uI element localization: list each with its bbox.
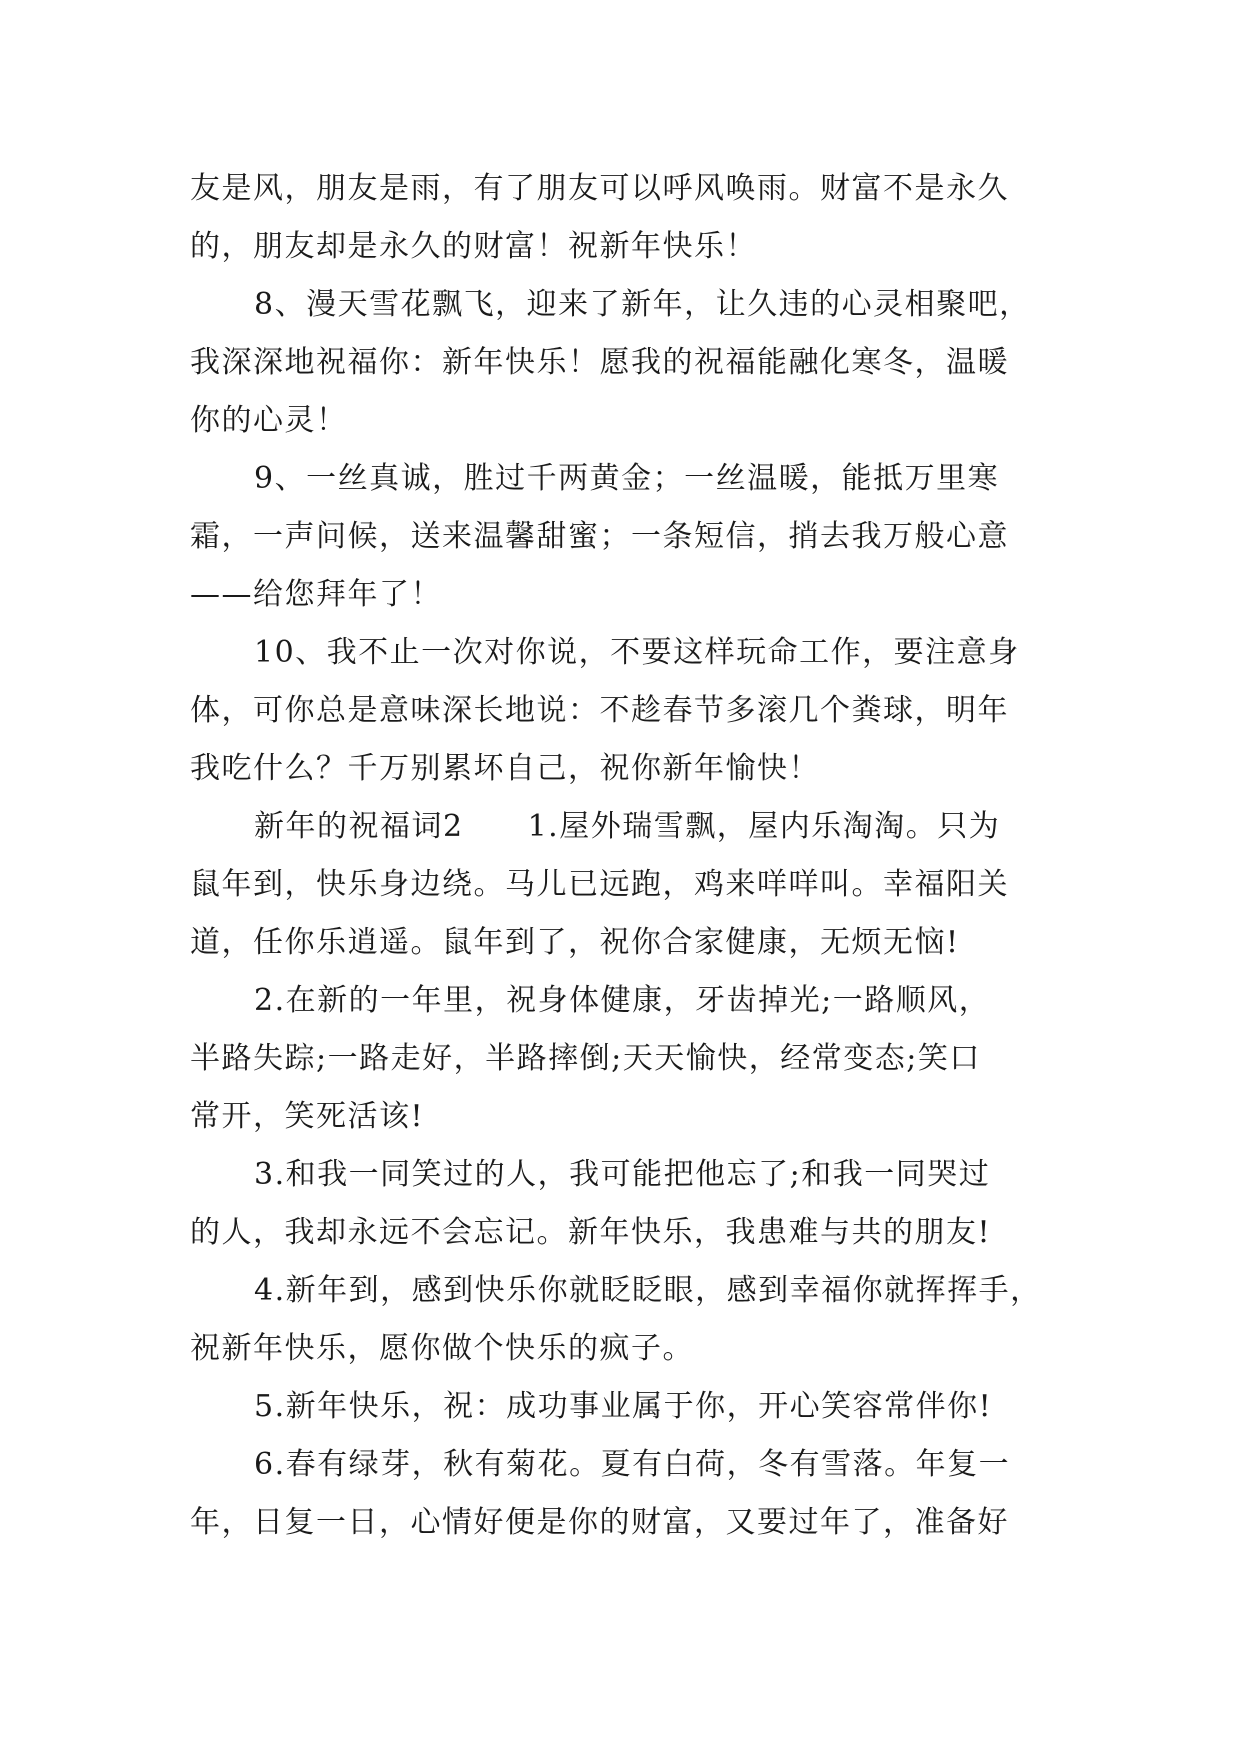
paragraph-item-6: [190, 1436, 1050, 1552]
text-line: 年，日复一日，心情好便是你的财富，又要过年了，准备好: [190, 1505, 1009, 1540]
paragraph-item-2: [190, 972, 1050, 1146]
text-line: 霜，一声问候，送来温馨甜蜜；一条短信，捎去我万般心意: [190, 519, 1009, 554]
section-heading: 新年的祝福词2: [254, 809, 464, 844]
document-body: [190, 160, 1050, 1552]
text-line: 体，可你总是意味深长地说：不趁春节多滚几个粪球，明年: [190, 693, 1009, 728]
text-line: 6.春有绿芽，秋有菊花。夏有白荷，冬有雪落。年复一: [254, 1447, 1011, 1482]
text-line: 半路失踪;一路走好，半路摔倒;天天愉快，经常变态;笑口: [190, 1041, 981, 1076]
paragraph-item-10: [190, 624, 1050, 798]
text-line: 祝新年快乐，愿你做个快乐的疯子。: [190, 1331, 694, 1366]
paragraph-item-8: [190, 276, 1050, 450]
text-line: 道，任你乐逍遥。鼠年到了，祝你合家健康，无烦无恼!: [190, 925, 960, 960]
paragraph: [190, 160, 1050, 276]
text-line: 我深深地祝福你：新年快乐！愿我的祝福能融化寒冬，温暖: [190, 345, 1009, 380]
paragraph-item-9: [190, 450, 1050, 624]
text-line: 2.在新的一年里，祝身体健康，牙齿掉光;一路顺风，: [254, 983, 991, 1018]
paragraph-item-3: [190, 1146, 1050, 1262]
text-line: 8、漫天雪花飘飞，迎来了新年，让久违的心灵相聚吧，: [254, 287, 1031, 322]
text-line: ——给您拜年了！: [190, 577, 442, 612]
text-line: 的人，我却永远不会忘记。新年快乐，我患难与共的朋友!: [190, 1215, 992, 1250]
text-line: 3.和我一同笑过的人，我可能把他忘了;和我一同哭过: [254, 1157, 991, 1192]
text-line: 1.屋外瑞雪飘，屋内乐淘淘。只为: [527, 809, 1001, 844]
paragraph-item-4: [190, 1262, 1050, 1378]
text-line: 我吃什么？千万别累坏自己，祝你新年愉快！: [190, 751, 820, 786]
text-line: 友是风，朋友是雨，有了朋友可以呼风唤雨。财富不是永久: [190, 171, 1009, 206]
text-line: 9、一丝真诚，胜过千两黄金；一丝温暖，能抵万里寒: [254, 461, 1000, 496]
text-line: 10、我不止一次对你说，不要这样玩命工作，要注意身: [254, 635, 1020, 670]
paragraph-item-5: [190, 1378, 1050, 1436]
text-line: 鼠年到，快乐身边绕。马儿已远跑，鸡来咩咩叫。幸福阳关: [190, 867, 1009, 902]
text-line: 常开，笑死活该!: [190, 1099, 425, 1134]
text-line: 5.新年快乐，祝：成功事业属于你，开心笑容常伴你!: [254, 1389, 993, 1424]
section-heading-line: [190, 798, 1050, 856]
text-line: 的，朋友却是永久的财富！祝新年快乐！: [190, 229, 757, 264]
section-new-year-wishes-2: [190, 798, 1050, 972]
text-line: 4.新年到，感到快乐你就眨眨眼，感到幸福你就挥挥手，: [254, 1273, 1042, 1308]
text-line: 你的心灵！: [190, 403, 348, 438]
